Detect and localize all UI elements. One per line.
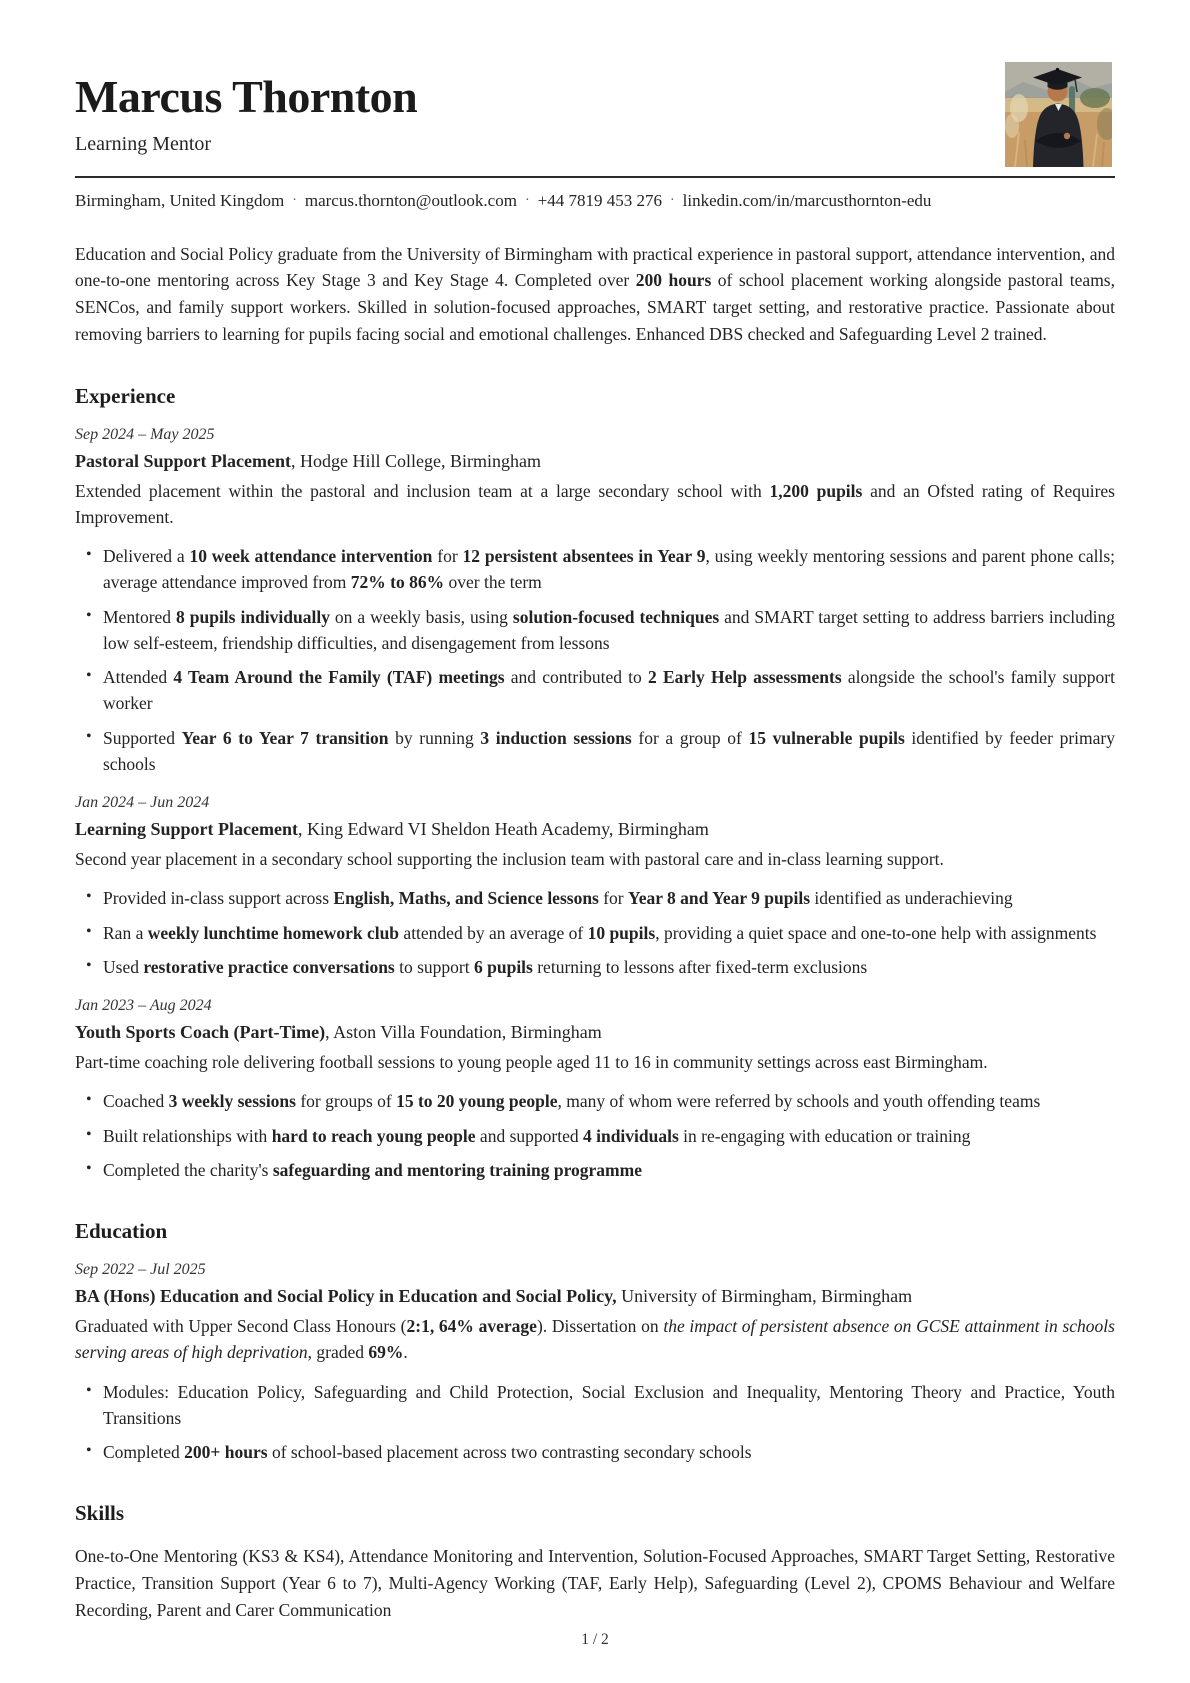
contact-separator: ·: [669, 192, 675, 208]
bullet-item: • Delivered a 10 week attendance intervention for 12 persistent absentees in Year 9, using weekly mentoring sessions and parent phone calls; average attendance improved from 72% to 86% over the term: [103, 543, 1115, 596]
bullet-item: • Completed 200+ hours of school-based placement across two contrasting secondary schools: [103, 1439, 1115, 1465]
entry-bullets: [75, 885, 1115, 980]
section-experience: [75, 384, 1115, 1184]
summary-paragraph: Education and Social Policy graduate from the University of Birmingham with practical experience in pastoral support, attendance intervention, and one-to-one mentoring across Key Stage 3 and Key Stage 4. Completed over 200 hours of school placement working alongside pastoral teams, SENCos, and family support workers. Skilled in solution-focused approaches, SMART target setting, and restorative practice. Passionate about removing barriers to learning for pupils facing social and emotional challenges. Enhanced DBS checked and Safeguarding Level 2 trained.: [75, 243, 1115, 344]
contact-linkedin: linkedin.com/in/marcusthornton-edu: [682, 190, 932, 210]
bullet-item: • Attended 4 Team Around the Family (TAF) meetings and contributed to 2 Early Help assessments alongside the school's family support worker: [103, 664, 1115, 717]
bullet-item: • Used restorative practice conversations to support 6 pupils returning to lessons after fixed-term exclusions: [103, 954, 1115, 980]
entry-bullets: [75, 1088, 1115, 1183]
page-indicator: 1 / 2: [581, 1631, 609, 1648]
contact-separator: ·: [524, 192, 530, 208]
entry-description: Extended placement within the pastoral and inclusion team at a large secondary school with 1,200 pupils and an Ofsted rating of Requires Improvement.: [75, 480, 1115, 527]
entry-title: BA (Hons) Education and Social Policy in Education and Social Policy, University of Birmingham, Birmingham: [75, 1286, 913, 1307]
contact-location: Birmingham, United Kingdom: [75, 190, 285, 210]
person-name: Marcus Thornton: [75, 71, 418, 122]
bullet-item: • Supported Year 6 to Year 7 transition by running 3 induction sessions for a group of 15 vulnerable pupils identified by feeder primary schools: [103, 725, 1115, 778]
graduate-photo-illustration: [1005, 62, 1112, 167]
bullet-item: • Modules: Education Policy, Safeguarding and Child Protection, Social Exclusion and Inequality, Mentoring Theory and Practice, Youth Transitions: [103, 1379, 1115, 1432]
person-job-title: Learning Mentor: [75, 132, 212, 155]
contact-line: [75, 191, 1115, 211]
bullet-item: • Ran a weekly lunchtime homework club attended by an average of 10 pupils, providing a quiet space and one-to-one help with assignments: [103, 920, 1115, 946]
entry-bullets: [75, 543, 1115, 777]
education-entry: [75, 1261, 1115, 1465]
experience-entry: [75, 426, 1115, 778]
profile-photo: [1005, 62, 1112, 167]
entry-dates: Jan 2023 – Aug 2024: [75, 997, 212, 1015]
page-footer: [0, 1631, 1190, 1649]
section-skills: [75, 1501, 1115, 1623]
section-heading-experience: Experience: [75, 383, 176, 408]
entry-description: Second year placement in a secondary school supporting the inclusion team with pastoral care and in-class learning support.: [75, 849, 944, 870]
entry-dates: Sep 2022 – Jul 2025: [75, 1261, 206, 1279]
entry-dates: Sep 2024 – May 2025: [75, 425, 215, 443]
resume-header: [75, 72, 1115, 156]
entry-bullets: [75, 1379, 1115, 1466]
entry-description: Graduated with Upper Second Class Honours (2:1, 64% average). Dissertation on the impact of persistent absence on GCSE attainment in schools serving areas of high deprivation, graded 69%.: [75, 1316, 1115, 1363]
section-heading-skills: Skills: [75, 1501, 125, 1526]
header-divider: [75, 176, 1115, 178]
entry-title: Youth Sports Coach (Part-Time), Aston Villa Foundation, Birmingham: [75, 1022, 602, 1043]
section-heading-education: Education: [75, 1219, 168, 1244]
bullet-item: • Mentored 8 pupils individually on a weekly basis, using solution-focused techniques and SMART target setting to address barriers including low self-esteem, friendship difficulties, and disengagement from lessons: [103, 604, 1115, 657]
contact-phone: +44 7819 453 276: [537, 190, 662, 210]
contact-email: marcus.thornton@outlook.com: [304, 190, 517, 210]
experience-entry: [75, 794, 1115, 980]
entry-dates: Jan 2024 – Jun 2024: [75, 794, 210, 812]
entry-description: Part-time coaching role delivering football sessions to young people aged 11 to 16 in community settings across east Birmingham.: [75, 1052, 988, 1073]
experience-entry: [75, 997, 1115, 1183]
bullet-item: • Provided in-class support across English, Maths, and Science lessons for Year 8 and Year 9 pupils identified as underachieving: [103, 885, 1115, 911]
entry-title: Learning Support Placement, King Edward VI Sheldon Heath Academy, Birmingham: [75, 819, 709, 840]
bullet-item: • Coached 3 weekly sessions for groups of 15 to 20 young people, many of whom were referred by schools and youth offending teams: [103, 1088, 1115, 1114]
entry-title: Pastoral Support Placement, Hodge Hill College, Birmingham: [75, 450, 541, 471]
bullet-item: • Built relationships with hard to reach young people and supported 4 individuals in re-engaging with education or training: [103, 1123, 1115, 1149]
contact-separator: ·: [292, 192, 297, 208]
bullet-item: • Completed the charity's safeguarding and mentoring training programme: [103, 1157, 1115, 1183]
section-education: [75, 1219, 1115, 1465]
skills-paragraph: One-to-One Mentoring (KS3 & KS4), Attendance Monitoring and Intervention, Solution-Focused Approaches, SMART Target Setting, Restorative Practice, Transition Support (Year 6 to 7), Multi-Agency Working (TAF, Early Help), Safeguarding (Level 2), CPOMS Behaviour and Welfare Recording, Parent and Carer Communication: [75, 1546, 1115, 1620]
